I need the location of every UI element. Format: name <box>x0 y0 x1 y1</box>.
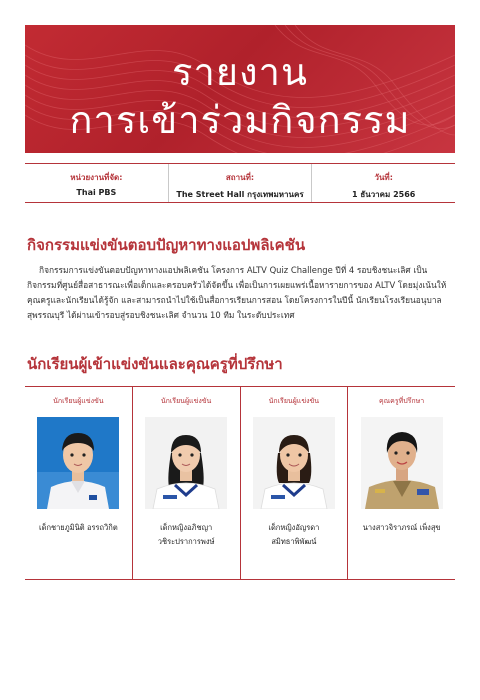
venue-cell <box>168 164 312 202</box>
participant-role: นักเรียนผู้แข่งขัน <box>268 397 320 405</box>
student-photo <box>37 417 119 509</box>
report-title: รายงาน <box>172 50 308 94</box>
advisor-name: นางสาวจิราภรณ์ เพ็งสุข <box>362 523 441 532</box>
date-cell <box>311 164 455 202</box>
student-photo <box>145 417 227 509</box>
participant-card <box>25 387 132 579</box>
date-value: 1 ธันวาคม 2566 <box>351 190 416 199</box>
title-banner <box>25 25 455 153</box>
venue-label: สถานที่: <box>225 173 255 182</box>
report-subtitle: การเข้าร่วมกิจกรรม <box>69 98 411 142</box>
activity-heading: กิจกรรมแข่งขันตอบปัญหาทางแอปพลิเคชัน <box>27 236 306 254</box>
participant-name: เด็กชายภูมินิติ อรรถวิกิต <box>39 523 118 532</box>
participant-card <box>240 387 348 579</box>
organizer-value: Thai PBS <box>76 188 117 197</box>
participant-role: นักเรียนผู้แข่งขัน <box>53 397 104 405</box>
activity-description: กิจกรรมการแข่งขันตอบปัญหาทางแอปพลิเคชัน โครงการ ALTV Quiz Challenge ปีที่ 4 รอบชิงชนะเลิศ เป็นกิจกรรมที่ศูนย์สื่อสาธารณะเพื่อเด็กและครอบครัวได้จัดขึ้น เพื่อเป็นการเผยแพร่เนื้อหารายการของ ALTV โดยมุ่งเน้นให้คุณครูและนักเรียนได้รู้จัก และสามารถนำไปใช้เป็นสื่อการเรียนการสอน โดยโครงการในปีนี้ นักเรียนโรงเรียนอนุบาลสุพรรณบุรี ได้ผ่านเข้ารอบสู่รอบชิงชนะเลิศ จำนวน 10 ทีม ในระดับประเทศ <box>27 265 447 320</box>
student-photo <box>253 417 335 509</box>
participants-heading: นักเรียนผู้เข้าแข่งขันและคุณครูที่ปรึกษา <box>27 355 283 373</box>
participant-card <box>132 387 240 579</box>
organizer-cell <box>25 164 168 202</box>
participant-name: เด็กหญิงอภิชญา วชิระปราการพงษ์ <box>157 523 215 546</box>
teacher-photo <box>361 417 443 509</box>
advisor-role: คุณครูที่ปรึกษา <box>379 397 425 405</box>
advisor-card <box>347 387 455 579</box>
participant-role: นักเรียนผู้แข่งขัน <box>160 397 212 405</box>
participants-grid <box>25 386 455 580</box>
venue-value: The Street Hall กรุงเทพมหานคร <box>176 190 304 199</box>
participant-name: เด็กหญิงอัญรดา สมิทธาพิพัฒน์ <box>268 523 320 546</box>
date-label: วันที่: <box>374 173 393 182</box>
organizer-label: หน่วยงานที่จัด: <box>70 173 123 182</box>
event-info-row <box>25 163 455 203</box>
